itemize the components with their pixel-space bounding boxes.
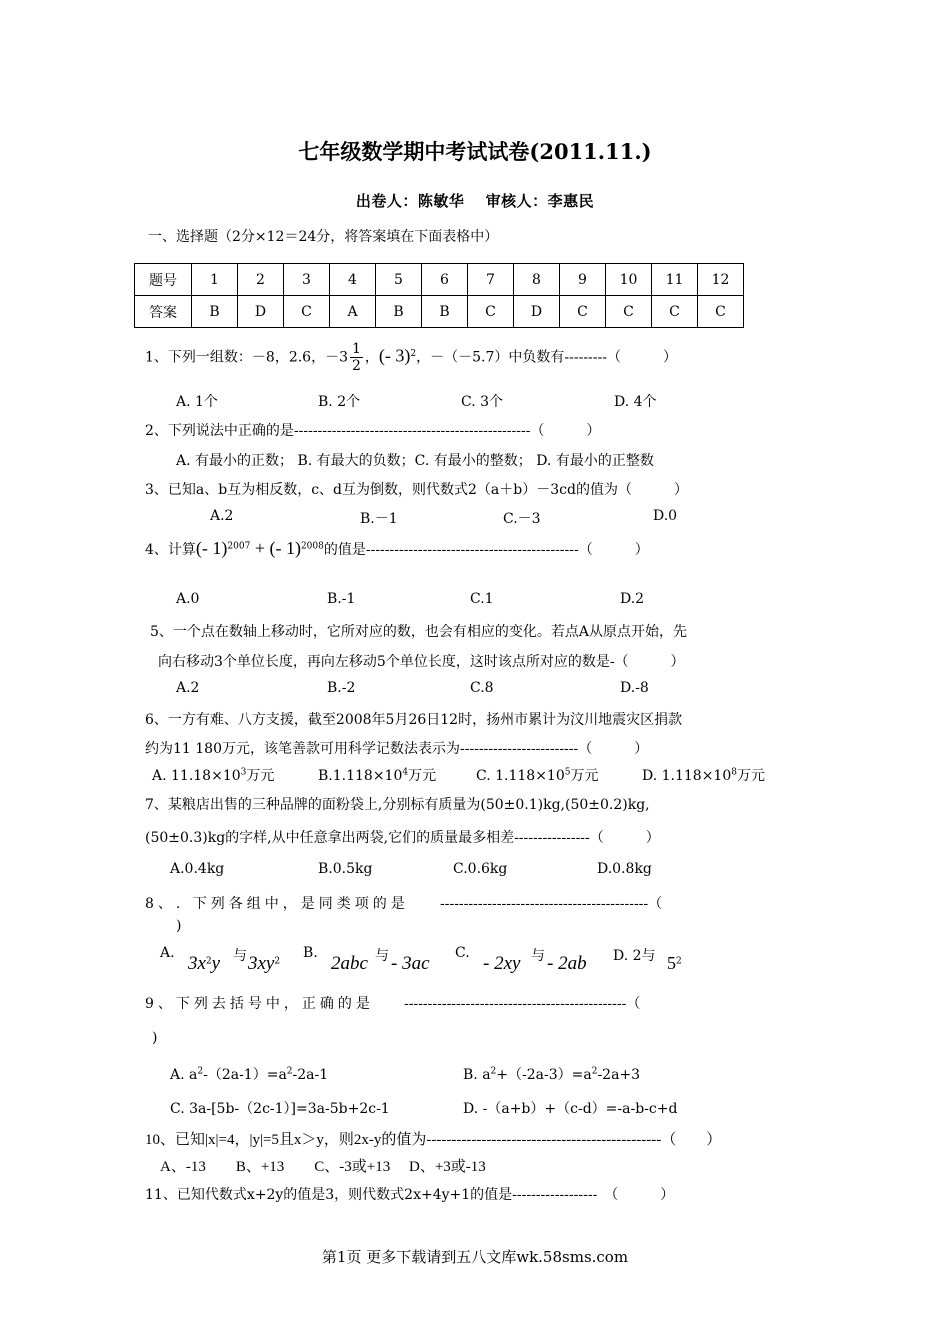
exponent: 2 [410, 348, 417, 359]
question-9: 9、下列去括号中，正确的是 [145, 996, 374, 1012]
question-8: 8、. 下列各组中，是同类项的是 [145, 896, 409, 912]
option-d: D. 4个 [614, 394, 657, 410]
table-cell: B [192, 296, 238, 328]
option-c: C.8 [470, 680, 494, 696]
exponent: 4 [402, 767, 409, 778]
page-footer: 第1页 更多下载请到五八文库wk.58sms.com [321, 1248, 629, 1266]
answer-table [134, 263, 744, 328]
authors-line: 出卷人：陈敏华 审核人：李惠民 [355, 192, 595, 210]
table-cell: D [514, 296, 560, 328]
option-b: B. 2个 [318, 394, 361, 410]
question-text: 1、下列一组数：－8，2.6，－3 [145, 349, 348, 366]
option-a: A. 1个 [176, 394, 218, 410]
table-cell: 8 [514, 264, 560, 296]
option-c-expression-2: - 2ab [547, 953, 587, 974]
table-cell: C [468, 296, 514, 328]
option-a-expression-2 [248, 953, 280, 975]
table-cell: 7 [468, 264, 514, 296]
table-cell: 10 [606, 264, 652, 296]
table-cell: D [238, 296, 284, 328]
option-text: -2a-1 [292, 1067, 329, 1083]
option-text: D. 1.118×10 [642, 768, 732, 784]
table-cell: B [422, 296, 468, 328]
question-6: 6、一方有难、八方支援，截至2008年5月26日12时，扬州市累计为汶川地震灾区捐款 [145, 712, 683, 728]
table-header-cell: 答案 [135, 296, 192, 328]
option-b [463, 1064, 640, 1084]
table-cell: B [376, 296, 422, 328]
question-7-line2: (50±0.3)kg的字样,从中任意拿出两袋,它们的质量最多相差----------------（ ） [145, 830, 660, 846]
question-text: ，－（－5.7）中负数有---------（ ） [416, 349, 677, 366]
table-cell: 1 [192, 264, 238, 296]
question-10-options: A、-13 B、+13 C、-3或+13 D、+3或-13 [160, 1159, 486, 1175]
option-text: -2a+3 [597, 1067, 641, 1083]
option-d-expression [667, 953, 682, 974]
option-b-yu: 与 [375, 948, 389, 964]
option-d: D.2 [620, 591, 645, 607]
math-term: y [211, 953, 221, 974]
question-2-options: A. 有最小的正数； B. 有最大的负数；C. 有最小的整数； D. 有最小的正整数 [176, 453, 654, 469]
section-heading: 一、选择题（2分×12＝24分，将答案填在下面表格中） [148, 229, 499, 245]
option-c [476, 765, 598, 785]
table-cell: 2 [238, 264, 284, 296]
option-c: C. 3个 [461, 394, 504, 410]
option-text: 万元 [246, 768, 275, 784]
table-cell: C [560, 296, 606, 328]
table-row [135, 296, 744, 328]
question-5: 5、一个点在数轴上移动时，它所对应的数，也会有相应的变化。若点A从原点开始，先 [150, 624, 688, 640]
table-cell: 6 [422, 264, 468, 296]
option-c-yu: 与 [531, 948, 545, 964]
exponent: 2 [205, 956, 212, 967]
question-1 [145, 341, 677, 374]
table-cell: 5 [376, 264, 422, 296]
math-expression: (- 1) [269, 538, 301, 558]
question-2: 2、下列说法中正确的是--------------------------------------------------（ ） [145, 423, 601, 439]
exponent: 5 [564, 767, 571, 778]
table-header-cell: 题号 [135, 264, 192, 296]
option-text: A. a [170, 1067, 198, 1083]
table-cell: C [284, 296, 330, 328]
option-d: D.0.8kg [597, 861, 652, 877]
table-cell: 11 [652, 264, 698, 296]
option-text: 万元 [736, 768, 765, 784]
option-c: C.0.6kg [453, 861, 508, 877]
fraction [350, 341, 363, 374]
option-c: C. [455, 945, 470, 961]
math-expression: (- 3) [378, 345, 411, 366]
fraction-denominator: 2 [352, 358, 361, 374]
option-d: D.0 [653, 508, 678, 524]
question-text: 4、计算 [145, 542, 196, 558]
question-text: 的值是---------------------------------------------（ ） [323, 542, 649, 558]
exponent: 3 [240, 767, 247, 778]
table-cell: A [330, 296, 376, 328]
option-a [152, 765, 274, 785]
exponent: 2007 [227, 541, 251, 552]
math-term: 3x [188, 953, 206, 974]
table-cell: C [652, 296, 698, 328]
option-c: C.1 [470, 591, 494, 607]
exponent: 2 [197, 1066, 204, 1077]
table-cell: 12 [698, 264, 744, 296]
question-8-close: ) [176, 918, 182, 934]
option-text: A. 11.18×10 [152, 768, 241, 784]
option-b: B.0.5kg [318, 861, 373, 877]
option-label: A. [160, 945, 175, 961]
exponent: 2 [286, 1066, 293, 1077]
option-text: B. a [463, 1067, 491, 1083]
option-text: +（-2a-3）=a [496, 1067, 592, 1083]
option-a: A.0.4kg [170, 861, 225, 877]
table-cell: 9 [560, 264, 606, 296]
table-cell: C [698, 296, 744, 328]
option-text: B.1.118×10 [318, 768, 403, 784]
table-cell: 4 [330, 264, 376, 296]
exponent: 2 [490, 1066, 497, 1077]
option-a: A.2 [176, 680, 200, 696]
option-c: C. 3a-[5b-（2c-1）]=3a-5b+2c-1 [170, 1101, 390, 1117]
exponent: 2 [676, 956, 682, 967]
option-b: B.-2 [327, 680, 356, 696]
math-term: 5 [667, 953, 676, 973]
fraction-numerator: 1 [352, 341, 361, 357]
table-row [135, 264, 744, 296]
option-b: B. [303, 945, 318, 961]
question-10: 10、已知|x|=4，|y|=5且x＞y，则2x-y的值为-----------------------------------------------（ ） [145, 1132, 722, 1148]
question-8-dashes: --------------------------------------------（ [440, 896, 663, 912]
option-a-expression [188, 953, 220, 975]
math-term: 3xy [248, 953, 275, 974]
math-expression: (- 1) [195, 538, 228, 558]
option-a: A.2 [210, 508, 234, 524]
question-7: 7、某粮店出售的三种品牌的面粉袋上,分别标有质量为(50±0.1)kg,(50±0.2)kg, [145, 797, 650, 813]
math-operator: + [250, 538, 270, 558]
option-a [170, 1064, 328, 1084]
option-text: 万元 [570, 768, 599, 784]
option-text: -（2a-1）=a [203, 1067, 287, 1083]
question-6-line2: 约为11 180万元，该笔善款可用科学记数法表示为-------------------------（ ） [145, 741, 649, 757]
exponent: 2 [274, 956, 281, 967]
option-c-expression: - 2xy [483, 953, 521, 974]
option-b-expression-2: - 3ac [391, 953, 430, 974]
option-text: 万元 [408, 768, 437, 784]
question-5-line2: 向右移动3个单位长度，再向左移动5个单位长度，这时该点所对应的数是-（ ） [158, 654, 685, 670]
question-11: 11、已知代数式x+2y的值是3，则代数式2x+4y+1的值是------------------ （ ） [145, 1187, 675, 1203]
question-9-dashes: -----------------------------------------------（ [404, 996, 641, 1012]
option-b [318, 765, 436, 785]
exponent: 8 [731, 767, 737, 778]
question-3: 3、已知a、b互为相反数，c、d互为倒数，则代数式2（a＋b）－3cd的值为（ ） [145, 482, 688, 498]
question-text: ， [364, 349, 379, 366]
option-d: D. 2与 [613, 948, 656, 964]
option-b: B.－1 [360, 511, 398, 527]
question-9-close: ) [152, 1030, 158, 1046]
option-d: D. -（a+b）+（c-d）=-a-b-c+d [463, 1101, 678, 1117]
page-title: 七年级数学期中考试试卷(2011.11.) [298, 139, 652, 164]
question-4 [145, 538, 649, 559]
option-a [160, 945, 175, 961]
option-text: C. 1.118×10 [476, 768, 565, 784]
table-cell: C [606, 296, 652, 328]
option-a-yu: 与 [233, 948, 247, 964]
option-b: B.-1 [327, 591, 356, 607]
option-b-expression: 2abc [331, 953, 368, 974]
option-c: C.－3 [503, 511, 541, 527]
option-d: D.-8 [620, 680, 649, 696]
option-d [642, 765, 765, 785]
option-a: A.0 [176, 591, 200, 607]
exponent: 2008 [300, 541, 324, 552]
exponent: 2 [591, 1066, 598, 1077]
table-cell: 3 [284, 264, 330, 296]
